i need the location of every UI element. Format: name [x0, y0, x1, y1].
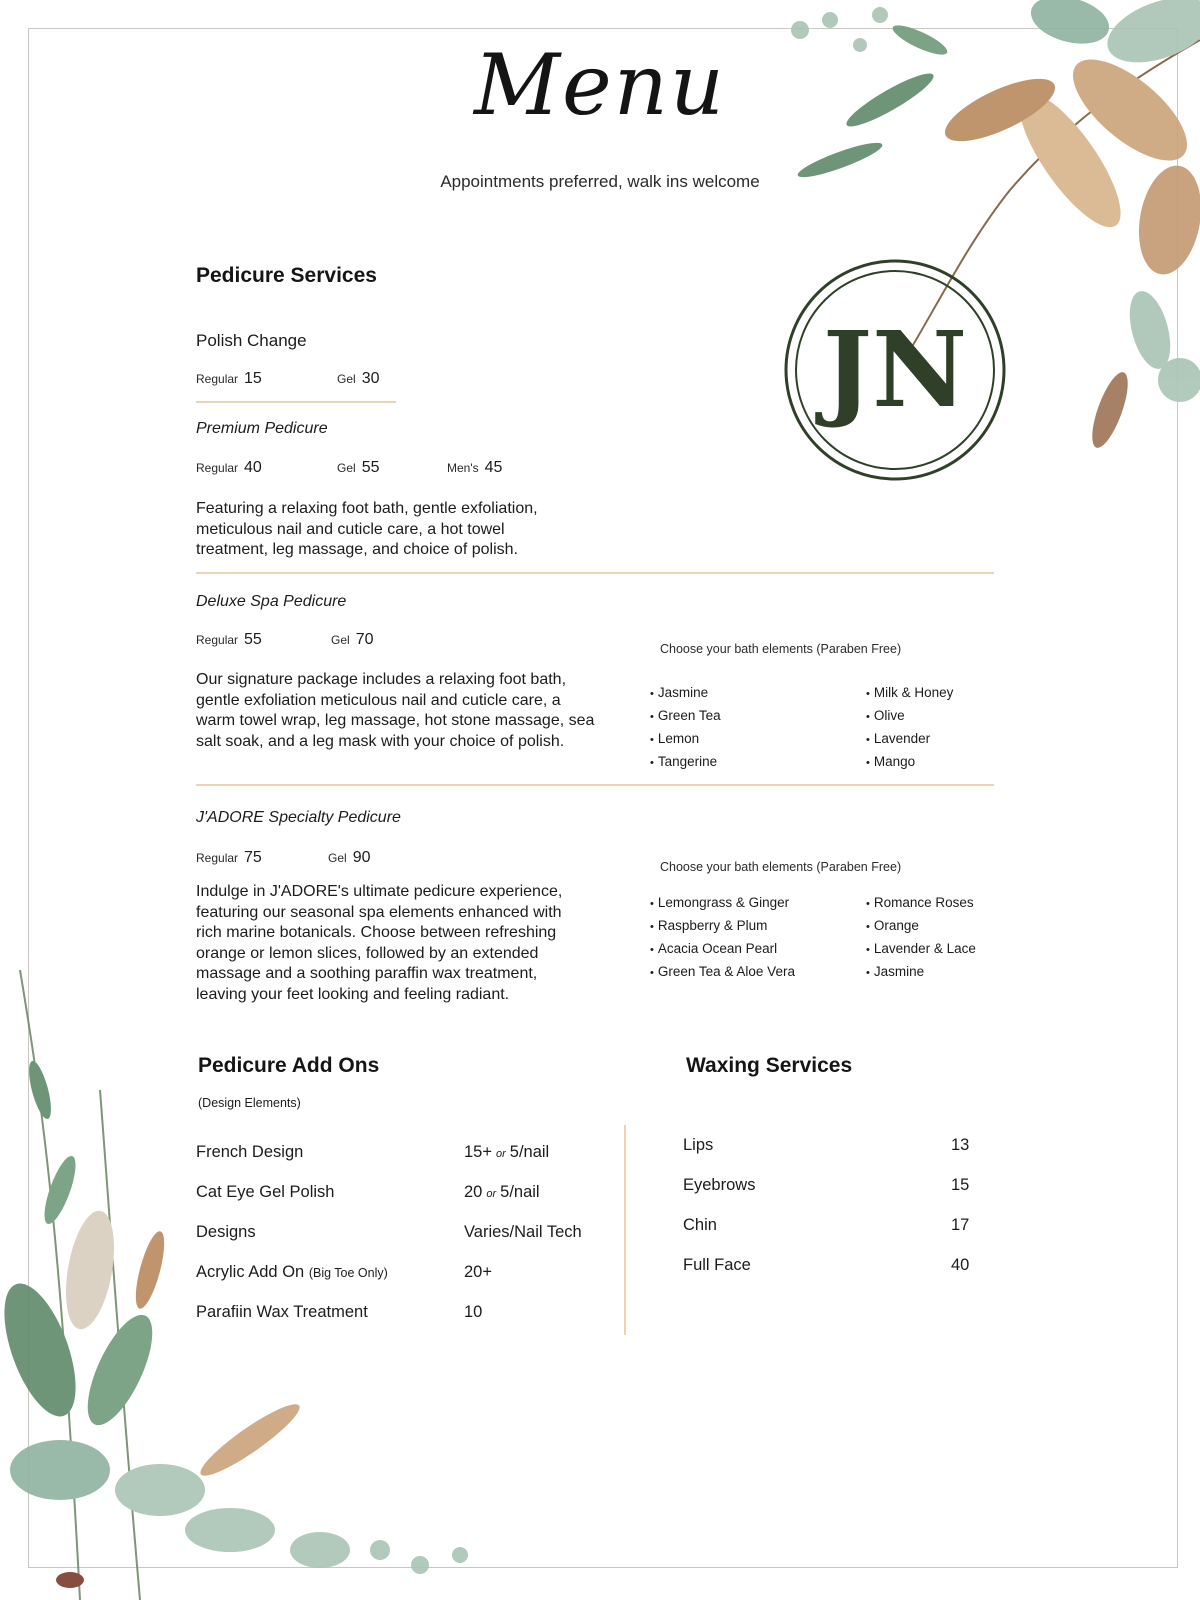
specialty-regular-price: Regular 75	[196, 849, 262, 866]
wax-price: 15	[951, 1176, 970, 1194]
wax-name: Lips	[683, 1136, 714, 1154]
deluxe-bath-list-2	[866, 682, 953, 774]
waxing-services-heading: Waxing Services	[686, 1054, 853, 1077]
addon-name: French Design	[196, 1143, 304, 1161]
premium-pedicure-name: Premium Pedicure	[196, 420, 328, 437]
deluxe-pedicure-name: Deluxe Spa Pedicure	[196, 593, 347, 610]
jn-monogram-logo	[783, 258, 1007, 482]
logo-monogram: JN	[822, 308, 968, 431]
premium-description: Featuring a relaxing foot bath, gentle exfoliation, meticulous nail and cuticle care, a hot towel treatment, leg massage, and choice of polish.	[196, 500, 538, 558]
deluxe-bath-list-1	[650, 682, 721, 774]
pedicure-services-heading: Pedicure Services	[196, 264, 377, 287]
polish-change-name: Polish Change	[196, 331, 307, 350]
list-item: • Tangerine	[650, 751, 721, 774]
divider	[196, 572, 994, 574]
pedicure-add-ons-heading: Pedicure Add Ons	[198, 1054, 380, 1077]
list-item: • Lavender & Lace	[866, 938, 976, 961]
list-item: • Green Tea & Aloe Vera	[650, 961, 795, 984]
addon-name: Designs	[196, 1223, 256, 1241]
wax-name: Full Face	[683, 1256, 751, 1274]
list-item: • Raspberry & Plum	[650, 915, 795, 938]
premium-gel-price: Gel 55	[337, 459, 380, 476]
polish-change-gel-price: Gel 30	[337, 370, 380, 387]
polish-change-regular-price: Regular 15	[196, 370, 262, 387]
deluxe-description: Our signature package includes a relaxing foot bath, gentle exfoliation meticulous nail and cuticle care, a warm towel wrap, leg massage, hot stone massage, sea salt soak, and a leg mask with your choice of polish.	[196, 671, 595, 750]
divider	[196, 401, 396, 403]
list-item: • Romance Roses	[866, 892, 976, 915]
menu-title: Menu	[474, 36, 726, 134]
specialty-description: Indulge in J'ADORE's ultimate pedicure experience, featuring our seasonal spa elements enhanced with rich marine botanicals. Choose between refreshing orange or lemon slices, followed by an extended massage and a soothing paraffin wax treatment, leaving your feet looking and feeling radiant.	[196, 883, 563, 1003]
wax-name: Chin	[683, 1216, 717, 1234]
addon-price: Varies/Nail Tech	[464, 1223, 582, 1241]
specialty-bath-heading: Choose your bath elements (Paraben Free)	[660, 860, 902, 874]
premium-mens-price: Men's 45	[447, 459, 503, 476]
wax-price: 17	[951, 1216, 970, 1234]
wax-price: 13	[951, 1136, 970, 1154]
addon-price: 10	[464, 1303, 483, 1321]
list-item: • Olive	[866, 705, 953, 728]
specialty-pedicure-name: J'ADORE Specialty Pedicure	[196, 809, 401, 826]
list-item: • Orange	[866, 915, 976, 938]
deluxe-regular-price: Regular 55	[196, 631, 262, 648]
specialty-bath-list-1	[650, 892, 795, 984]
list-item: • Lemongrass & Ginger	[650, 892, 795, 915]
add-ons-subheading: (Design Elements)	[198, 1096, 301, 1110]
addon-name: Parafiin Wax Treatment	[196, 1303, 368, 1321]
list-item: • Jasmine	[650, 682, 721, 705]
tagline: Appointments preferred, walk ins welcome	[440, 172, 760, 191]
wax-price: 40	[951, 1256, 970, 1274]
addon-price: 20 or 5/nail	[464, 1183, 540, 1201]
wax-name: Eyebrows	[683, 1176, 756, 1194]
divider	[196, 784, 994, 786]
list-item: • Milk & Honey	[866, 682, 953, 705]
premium-regular-price: Regular 40	[196, 459, 262, 476]
addon-price: 15+ or 5/nail	[464, 1143, 550, 1161]
list-item: • Mango	[866, 751, 953, 774]
specialty-gel-price: Gel 90	[328, 849, 371, 866]
vertical-divider	[624, 1125, 626, 1335]
addon-name: Acrylic Add On (Big Toe Only)	[196, 1263, 388, 1281]
specialty-bath-list-2	[866, 892, 976, 984]
list-item: • Lemon	[650, 728, 721, 751]
list-item: • Acacia Ocean Pearl	[650, 938, 795, 961]
list-item: • Jasmine	[866, 961, 976, 984]
addon-price: 20+	[464, 1263, 492, 1281]
addon-name: Cat Eye Gel Polish	[196, 1183, 335, 1201]
list-item: • Lavender	[866, 728, 953, 751]
list-item: • Green Tea	[650, 705, 721, 728]
deluxe-gel-price: Gel 70	[331, 631, 374, 648]
deluxe-bath-heading: Choose your bath elements (Paraben Free)	[660, 642, 902, 656]
